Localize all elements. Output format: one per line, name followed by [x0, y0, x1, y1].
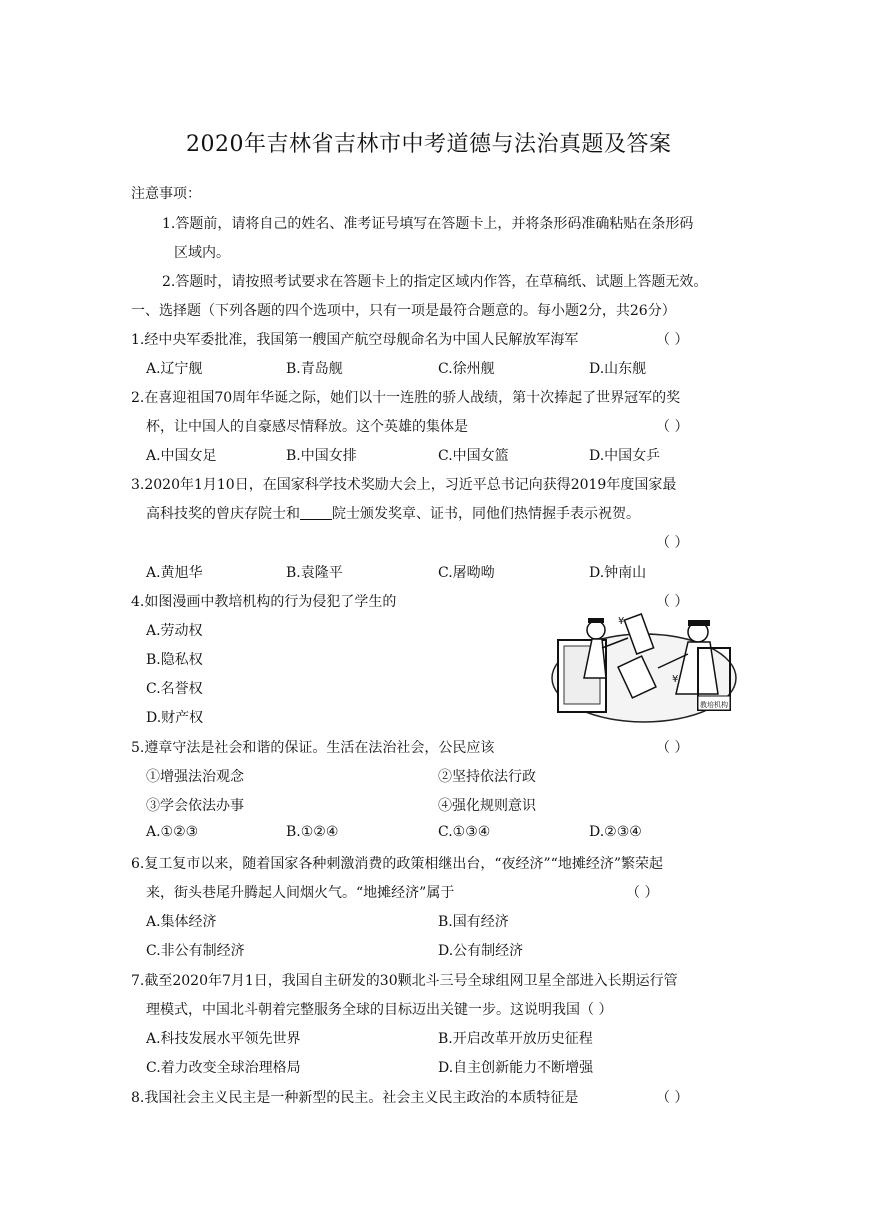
q6-stem-cont: 来，街头巷尾升腾起人间烟火气。“地摊经济”属于: [146, 885, 455, 901]
q5-statement-4: ④强化规则意识: [438, 798, 536, 814]
q1-option-b: B.青岛舰: [286, 361, 343, 377]
q7-option-b: B.开启改革开放历史征程: [438, 1031, 593, 1047]
q2-option-a: A.中国女足: [146, 448, 217, 464]
q1-option-c: C.徐州舰: [438, 361, 495, 377]
q4-option-b: B.隐私权: [146, 652, 203, 668]
q5-stem: 5.遵章守法是社会和谐的保证。生活在法治社会，公民应该: [131, 740, 495, 756]
q4-option-d: D.财产权: [146, 710, 204, 726]
q1-stem: 1.经中央军委批准，我国第一艘国产航空母舰命名为中国人民解放军海军: [131, 332, 579, 348]
notice-item-2: 2.答题时，请按照考试要求在答题卡上的指定区域内作答，在草稿纸、试题上答题无效。: [162, 274, 708, 290]
q8-stem: 8.我国社会主义民主是一种新型的民主。社会主义民主政治的本质特征是: [131, 1090, 579, 1106]
q1-option-d: D.山东舰: [589, 361, 647, 377]
q8-answer-blank: （ ）: [656, 1090, 689, 1106]
q3-option-d: D.钟南山: [589, 565, 647, 581]
q5-option-c: C.①③④: [438, 824, 491, 840]
q3-answer-blank: （ ）: [656, 535, 689, 551]
q3-option-c: C.屠呦呦: [438, 565, 495, 581]
q3-stem-part-1: 高科技奖的曾庆存院士和: [146, 506, 300, 522]
cartoon-illustration: [548, 608, 740, 726]
q3-option-a: A.黄旭华: [146, 565, 203, 581]
q4-answer-blank: （ ）: [656, 594, 689, 610]
q3-option-b: B.袁隆平: [286, 565, 343, 581]
q2-answer-blank: （ ）: [656, 419, 689, 435]
q5-statement-3: ③学会依法办事: [146, 798, 244, 814]
q2-option-d: D.中国女乒: [589, 448, 661, 464]
yen-icon: ¥: [618, 616, 625, 627]
q1-answer-blank: （ ）: [656, 332, 689, 348]
q6-option-b: B.国有经济: [438, 914, 509, 930]
q5-statement-2: ②坚持依法行政: [438, 769, 536, 785]
cartoon-label: 教培机构: [700, 701, 728, 709]
yen-icon: ¥: [672, 674, 679, 685]
q4-option-a: A.劳动权: [146, 623, 203, 639]
q7-stem-cont: 理模式，中国北斗朝着完整服务全球的目标迈出关键一步。这说明我国（ ）: [146, 1002, 613, 1018]
q4-option-c: C.名誉权: [146, 681, 203, 697]
q3-fill-blank: [300, 505, 332, 520]
q6-stem: 6.复工复市以来，随着国家各种刺激消费的政策相继出台，“夜经济”“地摊经济”繁荣起: [131, 856, 663, 872]
q3-stem: 3.2020年1月10日，在国家科学技术奖励大会上，习近平总书记向获得2019年度国家最: [131, 477, 677, 493]
q7-stem: 7.截至2020年7月1日，我国自主研发的30颗北斗三号全球组网卫星全部进入长期运行管: [131, 973, 678, 989]
q5-answer-blank: （ ）: [656, 740, 689, 756]
q7-option-d: D.自主创新能力不断增强: [438, 1060, 594, 1076]
q4-stem: 4.如图漫画中教培机构的行为侵犯了学生的: [131, 594, 397, 610]
q2-stem-cont: 杯，让中国人的自豪感尽情释放。这个英雄的集体是: [146, 419, 468, 435]
q1-option-a: A.辽宁舰: [146, 361, 203, 377]
q5-option-d: D.②③④: [589, 824, 642, 840]
q6-option-a: A.集体经济: [146, 914, 217, 930]
q5-option-a: A.①②③: [146, 824, 199, 840]
q7-option-a: A.科技发展水平领先世界: [146, 1031, 301, 1047]
page-title: 2020年吉林省吉林市中考道德与法治真题及答案: [186, 132, 672, 157]
q2-stem: 2.在喜迎祖国70周年华诞之际，她们以十一连胜的骄人战绩，第十次捧起了世界冠军的奖: [131, 390, 681, 406]
notice-heading: 注意事项：: [131, 186, 201, 202]
q6-option-c: C.非公有制经济: [146, 943, 245, 959]
notice-item-1-cont: 区域内。: [174, 245, 230, 261]
q5-option-b: B.①②④: [286, 824, 339, 840]
q6-answer-blank: （ ）: [626, 885, 659, 901]
section-heading: 一、选择题（下列各题的四个选项中，只有一项是最符合题意的。每小题2分，共26分）: [131, 303, 676, 319]
q5-statement-1: ①增强法治观念: [146, 769, 244, 785]
q2-option-b: B.中国女排: [286, 448, 357, 464]
q6-option-d: D.公有制经济: [438, 943, 524, 959]
q3-stem-part-2: 院士颁发奖章、证书，同他们热情握手表示祝贺。: [332, 506, 640, 522]
q2-option-c: C.中国女篮: [438, 448, 509, 464]
q3-stem-cont: [146, 503, 640, 523]
notice-item-1: 1.答题前，请将自己的姓名、准考证号填写在答题卡上，并将条形码准确粘贴在条形码: [162, 216, 694, 232]
q7-option-c: C.着力改变全球治理格局: [146, 1060, 301, 1076]
